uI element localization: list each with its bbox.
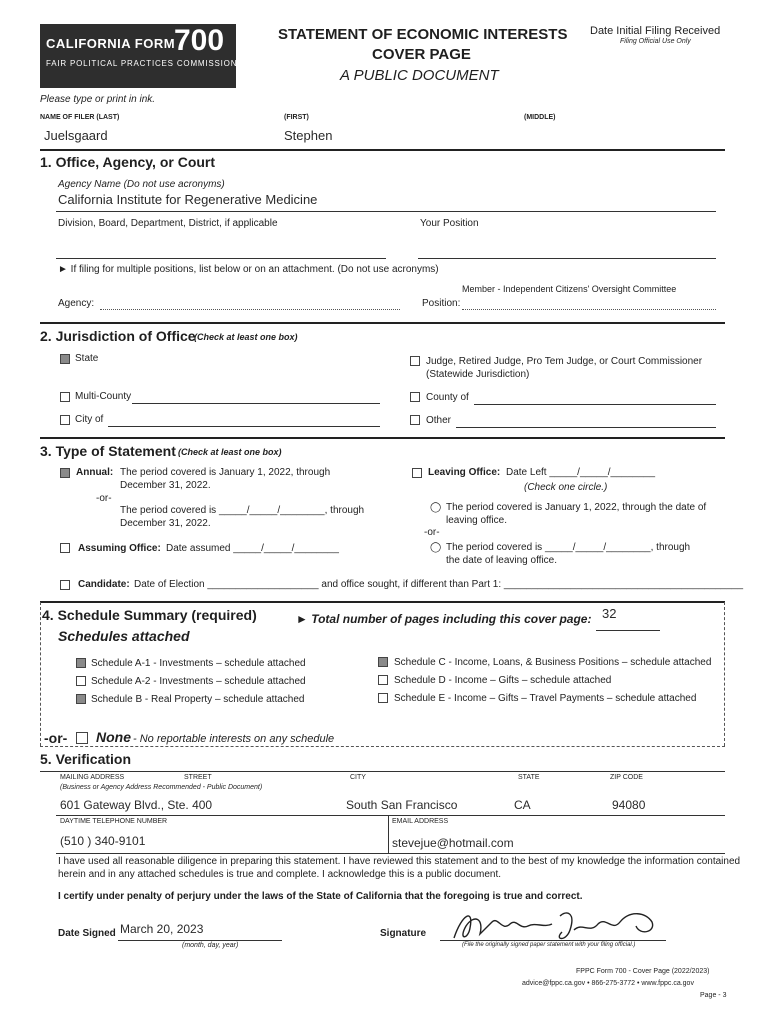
schedule-d-label: Schedule D - Income – Gifts – schedule attached <box>394 675 612 686</box>
phone-label: DAYTIME TELEPHONE NUMBER <box>60 818 168 825</box>
total-pages-field[interactable]: 32 <box>602 606 617 621</box>
division-field[interactable] <box>56 258 386 259</box>
check-one-circle: (Check one circle.) <box>524 482 608 493</box>
agency-short-field[interactable] <box>100 309 400 310</box>
divider <box>388 815 389 853</box>
state-field[interactable]: CA <box>514 798 531 812</box>
none-checkbox[interactable] <box>76 732 88 744</box>
date-received-label: Date Initial Filing Received <box>590 25 721 37</box>
zip-col-label: ZIP CODE <box>610 774 643 781</box>
agency-name-label: Agency Name (Do not use acronyms) <box>58 179 225 190</box>
or-label: -or- <box>424 527 440 538</box>
judge-sublabel: (Statewide Jurisdiction) <box>426 369 530 380</box>
certify-statement: I certify under penalty of perjury under the laws of the State of California that the foregoing is true and correct. <box>58 891 583 902</box>
schedules-attached-label: Schedules attached <box>58 628 190 644</box>
total-pages-underline <box>596 630 660 631</box>
assuming-office-checkbox[interactable] <box>60 543 70 553</box>
circle-icon[interactable]: ◯ <box>430 542 442 553</box>
leaving-office-label: Leaving Office: <box>428 467 501 478</box>
annual-text-4: December 31, 2022. <box>120 518 211 529</box>
schedule-a2-label: Schedule A-2 - Investments – schedule attached <box>91 676 306 687</box>
section3-title: 3. Type of Statement <box>40 443 176 459</box>
agency-short-label: Agency: <box>58 298 95 309</box>
first-name-label: (FIRST) <box>284 114 309 121</box>
schedule-c-checkbox[interactable] <box>378 657 388 667</box>
divider <box>40 601 725 603</box>
divider <box>40 322 725 324</box>
schedule-b-label: Schedule B - Real Property – schedule attached <box>91 694 305 705</box>
schedule-a2-checkbox[interactable] <box>76 676 86 686</box>
county-label: County of <box>426 392 469 403</box>
divider <box>56 211 716 212</box>
date-signed-field[interactable]: March 20, 2023 <box>120 922 204 936</box>
or-label: -or- <box>44 730 68 746</box>
section5-title: 5. Verification <box>40 751 132 767</box>
mailing-address-note: (Business or Agency Address Recommended - Public Document) <box>60 784 263 791</box>
date-format-hint: (month, day, year) <box>182 942 239 949</box>
divider <box>56 815 725 816</box>
annual-checkbox[interactable] <box>60 468 70 478</box>
your-position-label: Your Position <box>420 218 479 229</box>
footer-page: Page - 3 <box>700 992 727 999</box>
multi-county-label: Multi-County <box>75 391 132 402</box>
annual-text-3[interactable]: The period covered is _____/_____/________, through <box>120 505 365 516</box>
leaving-option-1a: The period covered is January 1, 2022, through the date of <box>446 502 707 513</box>
filer-first-name[interactable]: Stephen <box>284 128 333 143</box>
section2-title: 2. Jurisdiction of Office <box>40 328 196 344</box>
date-signed-label: Date Signed <box>58 928 116 939</box>
divider <box>56 853 725 854</box>
section2-note: (Check at least one box) <box>194 332 298 342</box>
filer-name-label: NAME OF FILER (LAST) <box>40 114 120 121</box>
ink-instruction: Please type or print in ink. <box>40 94 156 105</box>
section4-title: 4. Schedule Summary (required) <box>42 607 257 623</box>
form-700-badge <box>40 24 236 88</box>
position-short-label: Position: <box>422 298 461 309</box>
section4-frame-left <box>40 602 41 746</box>
schedule-a1-checkbox[interactable] <box>76 658 86 668</box>
state-label: State <box>75 353 99 364</box>
email-label: EMAIL ADDRESS <box>392 818 449 825</box>
candidate-label: Candidate: <box>78 579 130 590</box>
total-pages-label: ► Total number of pages including this cover page: <box>296 612 592 626</box>
annual-label: Annual: <box>76 467 114 478</box>
zip-field[interactable]: 94080 <box>612 798 646 812</box>
email-field[interactable]: stevejue@hotmail.com <box>392 836 514 850</box>
divider <box>40 746 725 747</box>
assuming-office-label: Assuming Office: <box>78 543 161 554</box>
state-col-label: STATE <box>518 774 540 781</box>
schedule-b-checkbox[interactable] <box>76 694 86 704</box>
schedule-a1-label: Schedule A-1 - Investments – schedule attached <box>91 658 306 669</box>
page-subtitle: COVER PAGE <box>372 46 471 63</box>
public-document-label: A PUBLIC DOCUMENT <box>340 67 499 84</box>
schedule-d-checkbox[interactable] <box>378 675 388 685</box>
division-label: Division, Board, Department, District, if applicable <box>58 218 278 229</box>
city-checkbox[interactable] <box>60 415 70 425</box>
street-label: STREET <box>184 774 212 781</box>
phone-field[interactable]: (510 ) 340-9101 <box>60 834 146 848</box>
multiple-positions-note: ► If filing for multiple positions, list below or on an attachment. (Do not use acronyms) <box>58 264 439 275</box>
form-label: CALIFORNIA FORM <box>46 36 176 51</box>
other-field[interactable] <box>456 427 716 428</box>
filer-last-name[interactable]: Juelsgaard <box>44 128 108 143</box>
schedule-c-label: Schedule C - Income, Loans, & Business Positions – schedule attached <box>394 657 712 668</box>
leaving-option-2b: the date of leaving office. <box>446 555 558 566</box>
date-signed-underline <box>118 940 282 941</box>
filing-official-label: Filing Official Use Only <box>620 38 691 45</box>
middle-name-label: (MIDDLE) <box>524 114 556 121</box>
additional-position-value[interactable]: Member - Independent Citizens' Oversight Committee <box>462 284 677 294</box>
divider <box>40 771 725 772</box>
footer-form-id: FPPC Form 700 - Cover Page (2022/2023) <box>576 968 710 975</box>
page-title: STATEMENT OF ECONOMIC INTERESTS <box>278 26 568 43</box>
mailing-address-label: MAILING ADDRESS <box>60 774 125 781</box>
none-text: - No reportable interests on any schedule <box>133 733 335 745</box>
schedule-e-checkbox[interactable] <box>378 693 388 703</box>
other-checkbox[interactable] <box>410 415 420 425</box>
diligence-statement-1: I have used all reasonable diligence in preparing this statement. I have reviewed this statement and to the best of my knowledge the information contained <box>58 856 741 867</box>
signature-underline <box>440 940 666 941</box>
none-label: None <box>96 729 131 745</box>
leaving-office-checkbox[interactable] <box>412 468 422 478</box>
leaving-option-2a[interactable]: The period covered is _____/_____/________, through <box>446 542 691 553</box>
schedule-e-label: Schedule E - Income – Gifts – Travel Payments – schedule attached <box>394 693 697 704</box>
city-field[interactable] <box>108 426 380 427</box>
section1-title: 1. Office, Agency, or Court <box>40 154 216 170</box>
county-checkbox[interactable] <box>410 392 420 402</box>
state-checkbox[interactable] <box>60 354 70 364</box>
candidate-text[interactable]: Date of Election ____________________ and office sought, if different than Part 1: ___________________________________________ <box>134 579 744 590</box>
section3-note: (Check at least one box) <box>178 447 282 457</box>
agency-name-field[interactable]: California Institute for Regenerative Medicine <box>58 192 318 207</box>
diligence-statement-2: herein and in any attached schedules is true and complete. I acknowledge this is a public document. <box>58 869 502 880</box>
signature-label: Signature <box>380 928 427 939</box>
other-label: Other <box>426 415 452 426</box>
annual-text-1: The period covered is January 1, 2022, through <box>120 467 331 478</box>
or-label: -or- <box>96 493 112 504</box>
candidate-checkbox[interactable] <box>60 580 70 590</box>
divider <box>40 149 725 151</box>
assuming-date-field[interactable]: Date assumed _____/_____/________ <box>166 543 339 554</box>
position-short-field[interactable] <box>462 309 716 310</box>
signature-note: (File the originally signed paper statement with your filing official.) <box>462 942 636 948</box>
form-number: 700 <box>174 24 225 57</box>
judge-label: Judge, Retired Judge, Pro Tem Judge, or Court Commissioner <box>426 356 703 367</box>
section4-frame-right <box>724 602 725 746</box>
city-col-label: CITY <box>350 774 366 781</box>
divider <box>40 437 725 439</box>
multi-county-field[interactable] <box>132 403 380 404</box>
street-field[interactable]: 601 Gateway Blvd., Ste. 400 <box>60 798 213 812</box>
your-position-field[interactable] <box>418 258 716 259</box>
judge-checkbox[interactable] <box>410 356 420 366</box>
date-left-field[interactable]: Date Left _____/_____/________ <box>506 467 656 478</box>
footer-contact: advice@fppc.ca.gov • 866-275-3772 • www.fppc.ca.gov <box>522 980 694 987</box>
city-label: City of <box>75 414 104 425</box>
annual-text-2: December 31, 2022. <box>120 480 211 491</box>
commission-name: FAIR POLITICAL PRACTICES COMMISSION <box>46 59 238 68</box>
county-field[interactable] <box>474 404 716 405</box>
circle-icon[interactable]: ◯ <box>430 502 442 513</box>
leaving-option-1b: leaving office. <box>446 515 507 526</box>
city-field[interactable]: South San Francisco <box>346 798 458 812</box>
multi-county-checkbox[interactable] <box>60 392 70 402</box>
